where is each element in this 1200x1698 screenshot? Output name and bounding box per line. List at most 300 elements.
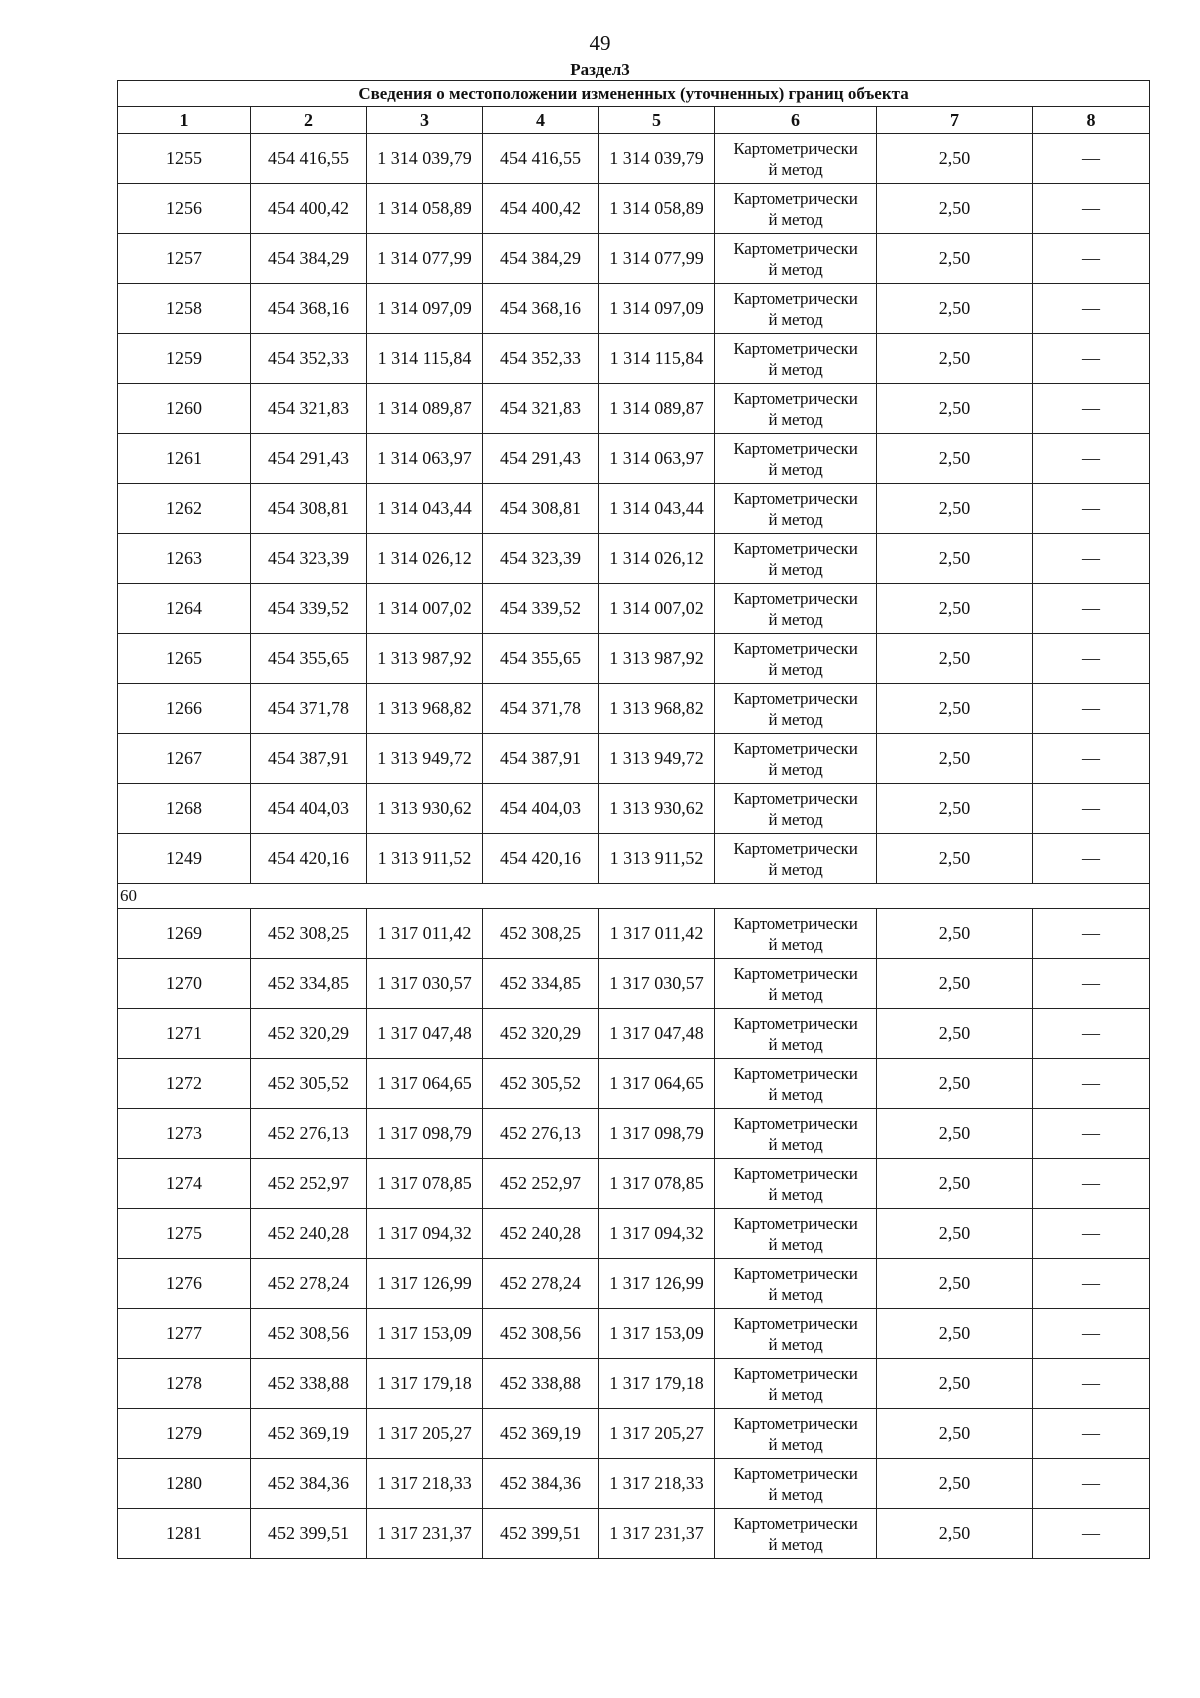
table-row (118, 234, 1150, 284)
method-cell (715, 1109, 877, 1159)
y-existing-cell: 1 314 063,97 (367, 434, 483, 484)
y-existing-cell: 1 313 968,82 (367, 684, 483, 734)
method-cell (715, 534, 877, 584)
precision-cell: 2,50 (877, 909, 1033, 959)
x-existing-cell: 454 352,33 (251, 334, 367, 384)
x-existing-cell: 454 400,42 (251, 184, 367, 234)
precision-cell: 2,50 (877, 484, 1033, 534)
description-cell: — (1033, 284, 1150, 334)
y-existing-cell: 1 317 205,27 (367, 1409, 483, 1459)
method-cell (715, 634, 877, 684)
description-cell: — (1033, 484, 1150, 534)
method-cell (715, 1059, 877, 1109)
x-existing-cell: 452 384,36 (251, 1459, 367, 1509)
y-existing-cell: 1 314 058,89 (367, 184, 483, 234)
description-cell: — (1033, 784, 1150, 834)
method-line-1: Картометрически (733, 838, 858, 858)
x-existing-cell: 454 416,55 (251, 134, 367, 184)
y-new-cell: 1 317 179,18 (599, 1359, 715, 1409)
precision-cell: 2,50 (877, 1209, 1033, 1259)
y-new-cell: 1 313 930,62 (599, 784, 715, 834)
method-line-1: Картометрически (733, 238, 858, 258)
y-new-cell: 1 314 097,09 (599, 284, 715, 334)
method-line-1: Картометрически (733, 913, 858, 933)
x-existing-cell: 452 252,97 (251, 1159, 367, 1209)
method-cell (715, 1509, 877, 1559)
table-caption-row (118, 81, 1150, 107)
x-new-cell: 452 369,19 (483, 1409, 599, 1459)
method-line-2: й метод (768, 1434, 823, 1454)
point-number-cell: 1266 (118, 684, 251, 734)
precision-cell: 2,50 (877, 1459, 1033, 1509)
point-number-cell: 1277 (118, 1309, 251, 1359)
y-existing-cell: 1 313 987,92 (367, 634, 483, 684)
x-existing-cell: 454 323,39 (251, 534, 367, 584)
x-existing-cell: 454 355,65 (251, 634, 367, 684)
precision-cell: 2,50 (877, 434, 1033, 484)
method-line-2: й метод (768, 1034, 823, 1054)
description-cell: — (1033, 1009, 1150, 1059)
y-new-cell: 1 314 043,44 (599, 484, 715, 534)
point-number-cell: 1270 (118, 959, 251, 1009)
x-new-cell: 452 399,51 (483, 1509, 599, 1559)
point-number-cell: 1281 (118, 1509, 251, 1559)
y-new-cell: 1 314 058,89 (599, 184, 715, 234)
method-cell (715, 184, 877, 234)
table-row (118, 1409, 1150, 1459)
method-line-2: й метод (768, 459, 823, 479)
method-line-2: й метод (768, 209, 823, 229)
x-existing-cell: 454 291,43 (251, 434, 367, 484)
group-label-row (118, 884, 1150, 909)
point-number-cell: 1275 (118, 1209, 251, 1259)
y-new-cell: 1 317 126,99 (599, 1259, 715, 1309)
method-cell (715, 384, 877, 434)
column-header: 5 (599, 107, 715, 134)
method-cell (715, 684, 877, 734)
point-number-cell: 1261 (118, 434, 251, 484)
table-row (118, 1009, 1150, 1059)
method-line-1: Картометрически (733, 1213, 858, 1233)
precision-cell: 2,50 (877, 1059, 1033, 1109)
method-line-1: Картометрически (733, 288, 858, 308)
method-cell (715, 134, 877, 184)
y-new-cell: 1 317 218,33 (599, 1459, 715, 1509)
method-line-2: й метод (768, 984, 823, 1004)
y-existing-cell: 1 317 153,09 (367, 1309, 483, 1359)
method-line-2: й метод (768, 1084, 823, 1104)
y-new-cell: 1 317 011,42 (599, 909, 715, 959)
precision-cell: 2,50 (877, 834, 1033, 884)
description-cell: — (1033, 1059, 1150, 1109)
precision-cell: 2,50 (877, 584, 1033, 634)
point-number-cell: 1280 (118, 1459, 251, 1509)
y-existing-cell: 1 314 026,12 (367, 534, 483, 584)
table-row (118, 1459, 1150, 1509)
method-cell (715, 1159, 877, 1209)
column-header: 4 (483, 107, 599, 134)
table-row (118, 1109, 1150, 1159)
precision-cell: 2,50 (877, 384, 1033, 434)
precision-cell: 2,50 (877, 1109, 1033, 1159)
method-line-1: Картометрически (733, 1013, 858, 1033)
x-new-cell: 454 416,55 (483, 134, 599, 184)
method-line-1: Картометрически (733, 1263, 858, 1283)
description-cell: — (1033, 184, 1150, 234)
y-existing-cell: 1 317 094,32 (367, 1209, 483, 1259)
y-new-cell: 1 313 949,72 (599, 734, 715, 784)
method-line-1: Картометрически (733, 738, 858, 758)
point-number-cell: 1260 (118, 384, 251, 434)
y-existing-cell: 1 314 007,02 (367, 584, 483, 634)
table-row (118, 284, 1150, 334)
table-body (118, 134, 1150, 1559)
method-cell (715, 959, 877, 1009)
method-cell (715, 1009, 877, 1059)
method-line-1: Картометрически (733, 1363, 858, 1383)
method-line-1: Картометрически (733, 338, 858, 358)
method-line-1: Картометрически (733, 1063, 858, 1083)
point-number-cell: 1269 (118, 909, 251, 959)
method-line-2: й метод (768, 1184, 823, 1204)
method-line-2: й метод (768, 809, 823, 829)
description-cell: — (1033, 1159, 1150, 1209)
point-number-cell: 1264 (118, 584, 251, 634)
description-cell: — (1033, 1459, 1150, 1509)
y-existing-cell: 1 314 115,84 (367, 334, 483, 384)
x-existing-cell: 452 338,88 (251, 1359, 367, 1409)
method-cell (715, 784, 877, 834)
precision-cell: 2,50 (877, 1359, 1033, 1409)
method-line-1: Картометрически (733, 588, 858, 608)
y-new-cell: 1 314 115,84 (599, 334, 715, 384)
table-row (118, 1259, 1150, 1309)
x-new-cell: 452 278,24 (483, 1259, 599, 1309)
point-number-cell: 1273 (118, 1109, 251, 1159)
table-row (118, 334, 1150, 384)
description-cell: — (1033, 234, 1150, 284)
description-cell: — (1033, 1109, 1150, 1159)
description-cell: — (1033, 334, 1150, 384)
method-line-2: й метод (768, 1484, 823, 1504)
y-new-cell: 1 314 089,87 (599, 384, 715, 434)
precision-cell: 2,50 (877, 784, 1033, 834)
column-header: 6 (715, 107, 877, 134)
x-existing-cell: 452 276,13 (251, 1109, 367, 1159)
x-new-cell: 454 404,03 (483, 784, 599, 834)
description-cell: — (1033, 734, 1150, 784)
table-row (118, 484, 1150, 534)
description-cell: — (1033, 584, 1150, 634)
table-row (118, 1309, 1150, 1359)
method-line-2: й метод (768, 1134, 823, 1154)
method-line-1: Картометрически (733, 538, 858, 558)
column-header: 2 (251, 107, 367, 134)
x-new-cell: 454 339,52 (483, 584, 599, 634)
precision-cell: 2,50 (877, 1259, 1033, 1309)
method-cell (715, 234, 877, 284)
table-row (118, 1209, 1150, 1259)
method-line-2: й метод (768, 859, 823, 879)
method-cell (715, 584, 877, 634)
section-title: Раздел3 (570, 60, 630, 79)
table-row (118, 634, 1150, 684)
method-line-2: й метод (768, 409, 823, 429)
method-line-1: Картометрически (733, 1313, 858, 1333)
y-existing-cell: 1 314 043,44 (367, 484, 483, 534)
x-existing-cell: 454 368,16 (251, 284, 367, 334)
x-existing-cell: 454 404,03 (251, 784, 367, 834)
point-number-cell: 1265 (118, 634, 251, 684)
point-number-cell: 1256 (118, 184, 251, 234)
method-line-2: й метод (768, 1534, 823, 1554)
y-new-cell: 1 317 205,27 (599, 1409, 715, 1459)
y-new-cell: 1 317 098,79 (599, 1109, 715, 1159)
y-existing-cell: 1 317 231,37 (367, 1509, 483, 1559)
precision-cell: 2,50 (877, 634, 1033, 684)
y-existing-cell: 1 314 077,99 (367, 234, 483, 284)
method-line-1: Картометрически (733, 688, 858, 708)
page-number: 49 (589, 31, 611, 55)
method-line-1: Картометрически (733, 1163, 858, 1183)
precision-cell: 2,50 (877, 534, 1033, 584)
x-existing-cell: 454 321,83 (251, 384, 367, 434)
method-cell (715, 834, 877, 884)
description-cell: — (1033, 134, 1150, 184)
method-line-2: й метод (768, 1284, 823, 1304)
method-line-2: й метод (768, 1384, 823, 1404)
method-line-1: Картометрически (733, 188, 858, 208)
description-cell: — (1033, 434, 1150, 484)
y-existing-cell: 1 317 179,18 (367, 1359, 483, 1409)
table-row (118, 434, 1150, 484)
method-line-2: й метод (768, 309, 823, 329)
y-new-cell: 1 317 094,32 (599, 1209, 715, 1259)
y-new-cell: 1 317 030,57 (599, 959, 715, 1009)
x-new-cell: 452 308,56 (483, 1309, 599, 1359)
y-new-cell: 1 314 026,12 (599, 534, 715, 584)
x-new-cell: 454 387,91 (483, 734, 599, 784)
description-cell: — (1033, 1259, 1150, 1309)
y-existing-cell: 1 317 064,65 (367, 1059, 483, 1109)
x-new-cell: 454 291,43 (483, 434, 599, 484)
y-new-cell: 1 317 078,85 (599, 1159, 715, 1209)
point-number-cell: 1263 (118, 534, 251, 584)
y-new-cell: 1 313 987,92 (599, 634, 715, 684)
point-number-cell: 1279 (118, 1409, 251, 1459)
table-row (118, 1509, 1150, 1559)
method-cell (715, 1409, 877, 1459)
column-header: 8 (1033, 107, 1150, 134)
table-row (118, 1359, 1150, 1409)
precision-cell: 2,50 (877, 1009, 1033, 1059)
x-new-cell: 454 368,16 (483, 284, 599, 334)
x-existing-cell: 454 308,81 (251, 484, 367, 534)
y-new-cell: 1 317 064,65 (599, 1059, 715, 1109)
method-line-2: й метод (768, 559, 823, 579)
description-cell: — (1033, 634, 1150, 684)
description-cell: — (1033, 909, 1150, 959)
method-cell (715, 1309, 877, 1359)
table-row (118, 959, 1150, 1009)
x-existing-cell: 452 308,25 (251, 909, 367, 959)
x-new-cell: 454 321,83 (483, 384, 599, 434)
description-cell: — (1033, 684, 1150, 734)
point-number-cell: 1271 (118, 1009, 251, 1059)
table-row (118, 184, 1150, 234)
method-line-2: й метод (768, 934, 823, 954)
table-caption: Сведения о местоположении измененных (уточненных) границ объекта (118, 81, 1150, 107)
x-new-cell: 452 305,52 (483, 1059, 599, 1109)
method-line-2: й метод (768, 659, 823, 679)
x-new-cell: 452 252,97 (483, 1159, 599, 1209)
point-number-cell: 1278 (118, 1359, 251, 1409)
y-new-cell: 1 314 063,97 (599, 434, 715, 484)
x-existing-cell: 454 371,78 (251, 684, 367, 734)
description-cell: — (1033, 959, 1150, 1009)
method-line-2: й метод (768, 759, 823, 779)
description-cell: — (1033, 1509, 1150, 1559)
precision-cell: 2,50 (877, 334, 1033, 384)
point-number-cell: 1274 (118, 1159, 251, 1209)
method-line-2: й метод (768, 509, 823, 529)
y-existing-cell: 1 313 911,52 (367, 834, 483, 884)
method-cell (715, 1259, 877, 1309)
method-line-1: Картометрически (733, 1513, 858, 1533)
description-cell: — (1033, 384, 1150, 434)
x-new-cell: 454 355,65 (483, 634, 599, 684)
method-line-1: Картометрически (733, 638, 858, 658)
method-line-1: Картометрически (733, 963, 858, 983)
method-line-1: Картометрически (733, 1413, 858, 1433)
point-number-cell: 1272 (118, 1059, 251, 1109)
x-existing-cell: 454 420,16 (251, 834, 367, 884)
x-new-cell: 452 334,85 (483, 959, 599, 1009)
x-new-cell: 452 308,25 (483, 909, 599, 959)
y-existing-cell: 1 314 097,09 (367, 284, 483, 334)
method-cell (715, 909, 877, 959)
group-label: 60 (118, 884, 1150, 909)
y-existing-cell: 1 317 098,79 (367, 1109, 483, 1159)
description-cell: — (1033, 534, 1150, 584)
y-existing-cell: 1 317 011,42 (367, 909, 483, 959)
method-line-2: й метод (768, 1334, 823, 1354)
point-number-cell: 1259 (118, 334, 251, 384)
x-existing-cell: 452 399,51 (251, 1509, 367, 1559)
method-line-2: й метод (768, 609, 823, 629)
x-existing-cell: 452 320,29 (251, 1009, 367, 1059)
method-line-1: Картометрически (733, 488, 858, 508)
description-cell: — (1033, 1209, 1150, 1259)
precision-cell: 2,50 (877, 1409, 1033, 1459)
y-existing-cell: 1 317 126,99 (367, 1259, 483, 1309)
method-line-2: й метод (768, 359, 823, 379)
point-number-cell: 1262 (118, 484, 251, 534)
point-number-cell: 1276 (118, 1259, 251, 1309)
y-new-cell: 1 317 231,37 (599, 1509, 715, 1559)
x-new-cell: 454 323,39 (483, 534, 599, 584)
table-row (118, 584, 1150, 634)
precision-cell: 2,50 (877, 1309, 1033, 1359)
precision-cell: 2,50 (877, 1159, 1033, 1209)
x-new-cell: 454 384,29 (483, 234, 599, 284)
y-existing-cell: 1 313 930,62 (367, 784, 483, 834)
boundary-coordinates-table (117, 80, 1150, 1559)
y-new-cell: 1 317 047,48 (599, 1009, 715, 1059)
x-existing-cell: 452 334,85 (251, 959, 367, 1009)
x-new-cell: 454 420,16 (483, 834, 599, 884)
y-existing-cell: 1 317 047,48 (367, 1009, 483, 1059)
y-new-cell: 1 314 077,99 (599, 234, 715, 284)
y-existing-cell: 1 313 949,72 (367, 734, 483, 784)
y-new-cell: 1 314 007,02 (599, 584, 715, 634)
method-line-1: Картометрически (733, 1113, 858, 1133)
y-existing-cell: 1 317 030,57 (367, 959, 483, 1009)
table-row (118, 1159, 1150, 1209)
x-new-cell: 454 371,78 (483, 684, 599, 734)
x-existing-cell: 454 387,91 (251, 734, 367, 784)
method-cell (715, 284, 877, 334)
x-new-cell: 452 240,28 (483, 1209, 599, 1259)
table-row (118, 734, 1150, 784)
x-new-cell: 454 308,81 (483, 484, 599, 534)
table-row (118, 384, 1150, 434)
x-new-cell: 452 320,29 (483, 1009, 599, 1059)
precision-cell: 2,50 (877, 184, 1033, 234)
table-row (118, 784, 1150, 834)
method-cell (715, 434, 877, 484)
method-line-1: Картометрически (733, 1463, 858, 1483)
y-new-cell: 1 313 968,82 (599, 684, 715, 734)
precision-cell: 2,50 (877, 1509, 1033, 1559)
y-new-cell: 1 317 153,09 (599, 1309, 715, 1359)
x-existing-cell: 452 308,56 (251, 1309, 367, 1359)
precision-cell: 2,50 (877, 734, 1033, 784)
method-line-1: Картометрически (733, 138, 858, 158)
x-existing-cell: 452 369,19 (251, 1409, 367, 1459)
y-existing-cell: 1 314 039,79 (367, 134, 483, 184)
precision-cell: 2,50 (877, 684, 1033, 734)
method-cell (715, 1209, 877, 1259)
table-row (118, 834, 1150, 884)
method-cell (715, 1459, 877, 1509)
method-line-1: Картометрически (733, 788, 858, 808)
table-row (118, 1059, 1150, 1109)
method-line-1: Картометрически (733, 438, 858, 458)
point-number-cell: 1257 (118, 234, 251, 284)
precision-cell: 2,50 (877, 284, 1033, 334)
x-new-cell: 452 338,88 (483, 1359, 599, 1409)
table-row (118, 684, 1150, 734)
point-number-cell: 1255 (118, 134, 251, 184)
x-existing-cell: 452 240,28 (251, 1209, 367, 1259)
y-existing-cell: 1 317 078,85 (367, 1159, 483, 1209)
method-line-2: й метод (768, 1234, 823, 1254)
table-row (118, 534, 1150, 584)
description-cell: — (1033, 1359, 1150, 1409)
description-cell: — (1033, 834, 1150, 884)
point-number-cell: 1268 (118, 784, 251, 834)
precision-cell: 2,50 (877, 959, 1033, 1009)
table-row (118, 134, 1150, 184)
x-existing-cell: 454 339,52 (251, 584, 367, 634)
column-header: 3 (367, 107, 483, 134)
point-number-cell: 1258 (118, 284, 251, 334)
column-number-row (118, 107, 1150, 134)
column-header: 1 (118, 107, 251, 134)
method-cell (715, 484, 877, 534)
method-line-1: Картометрически (733, 388, 858, 408)
